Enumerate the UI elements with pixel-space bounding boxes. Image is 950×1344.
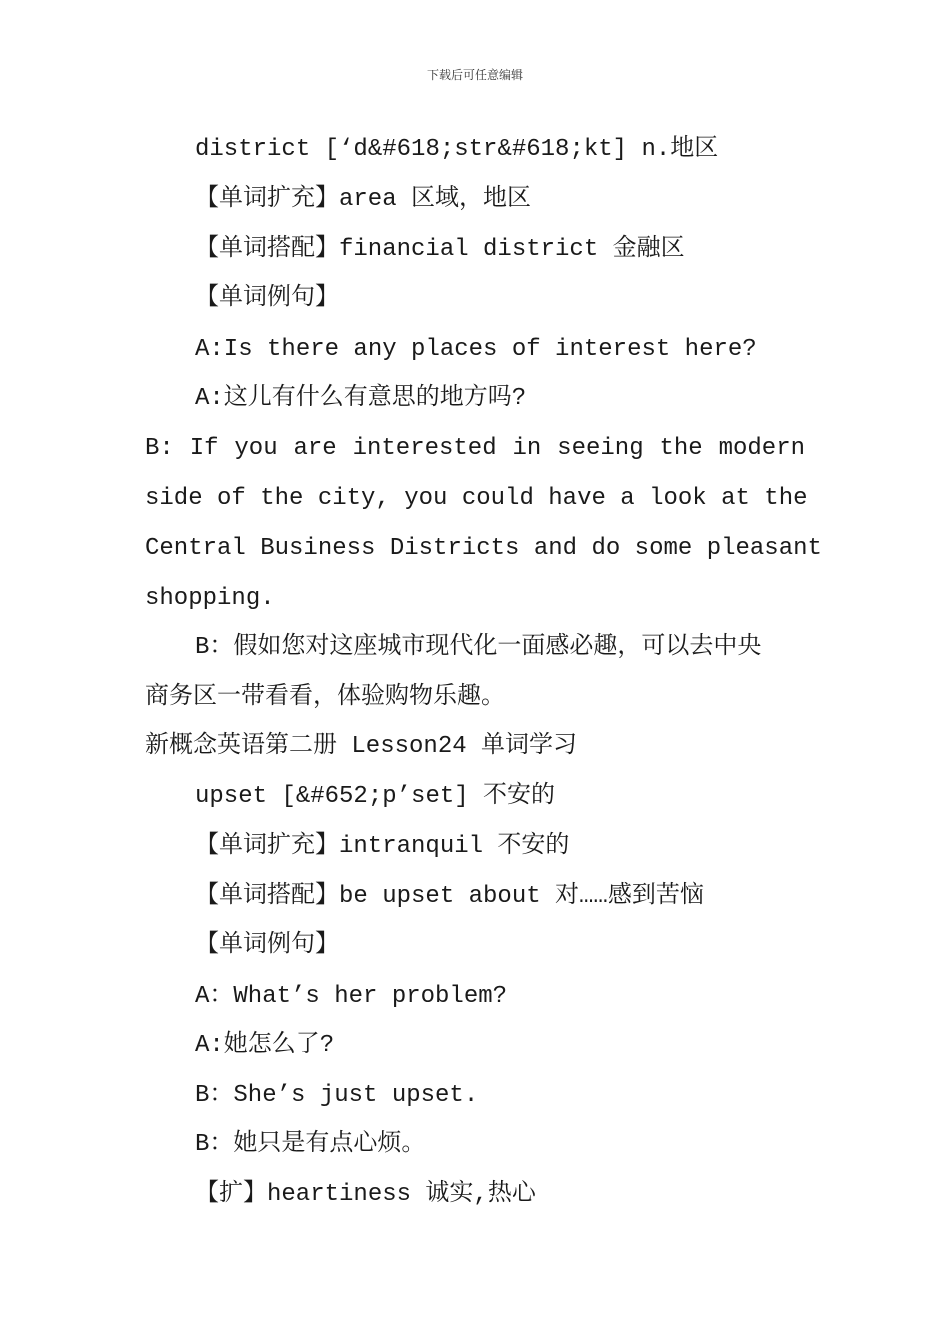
- example-line: A:这儿有什么有意思的地方吗?: [195, 385, 527, 412]
- page-header: 下载后可任意编辑: [426, 68, 523, 82]
- example-line: A:她怎么了?: [195, 1032, 335, 1059]
- example-heading: 【单词例句】: [195, 932, 339, 959]
- example-paragraph-line: side of the city, you could have a look at the: [145, 485, 808, 512]
- word-collocation-line: 【单词搭配】financial district 金融区: [195, 236, 685, 263]
- example-translation-line: B：假如您对这座城市现代化一面感必趣，可以去中央: [195, 634, 762, 661]
- word-expansion-line: 【单词扩充】intranquil 不安的: [195, 833, 570, 860]
- example-paragraph-line: shopping.: [145, 585, 275, 612]
- vocab-entry-district: district [‘d&#618;str&#618;kt] n.地区: [195, 136, 719, 163]
- expansion-line: 【扩】heartiness 诚实,热心: [195, 1181, 536, 1208]
- example-line: A：What’s her problem?: [195, 983, 508, 1010]
- example-line: B：她只是有点心烦。: [195, 1131, 426, 1158]
- example-line: A:Is there any places of interest here?: [195, 336, 757, 363]
- example-line: B：She’s just upset.: [195, 1082, 479, 1109]
- example-paragraph-line: Central Business Districts and do some pleasant: [145, 535, 822, 562]
- example-paragraph-line: B: If you are interested in seeing the modern: [145, 435, 805, 462]
- word-collocation-line: 【单词搭配】be upset about 对……感到苦恼: [195, 883, 704, 910]
- word-expansion-line: 【单词扩充】area 区域，地区: [195, 186, 532, 213]
- example-heading: 【单词例句】: [195, 285, 339, 312]
- example-translation-line: 商务区一带看看，体验购物乐趣。: [145, 684, 505, 711]
- lesson-title: 新概念英语第二册 Lesson24 单词学习: [145, 733, 578, 760]
- vocab-entry-upset: upset [&#652;p’set] 不安的: [195, 783, 556, 810]
